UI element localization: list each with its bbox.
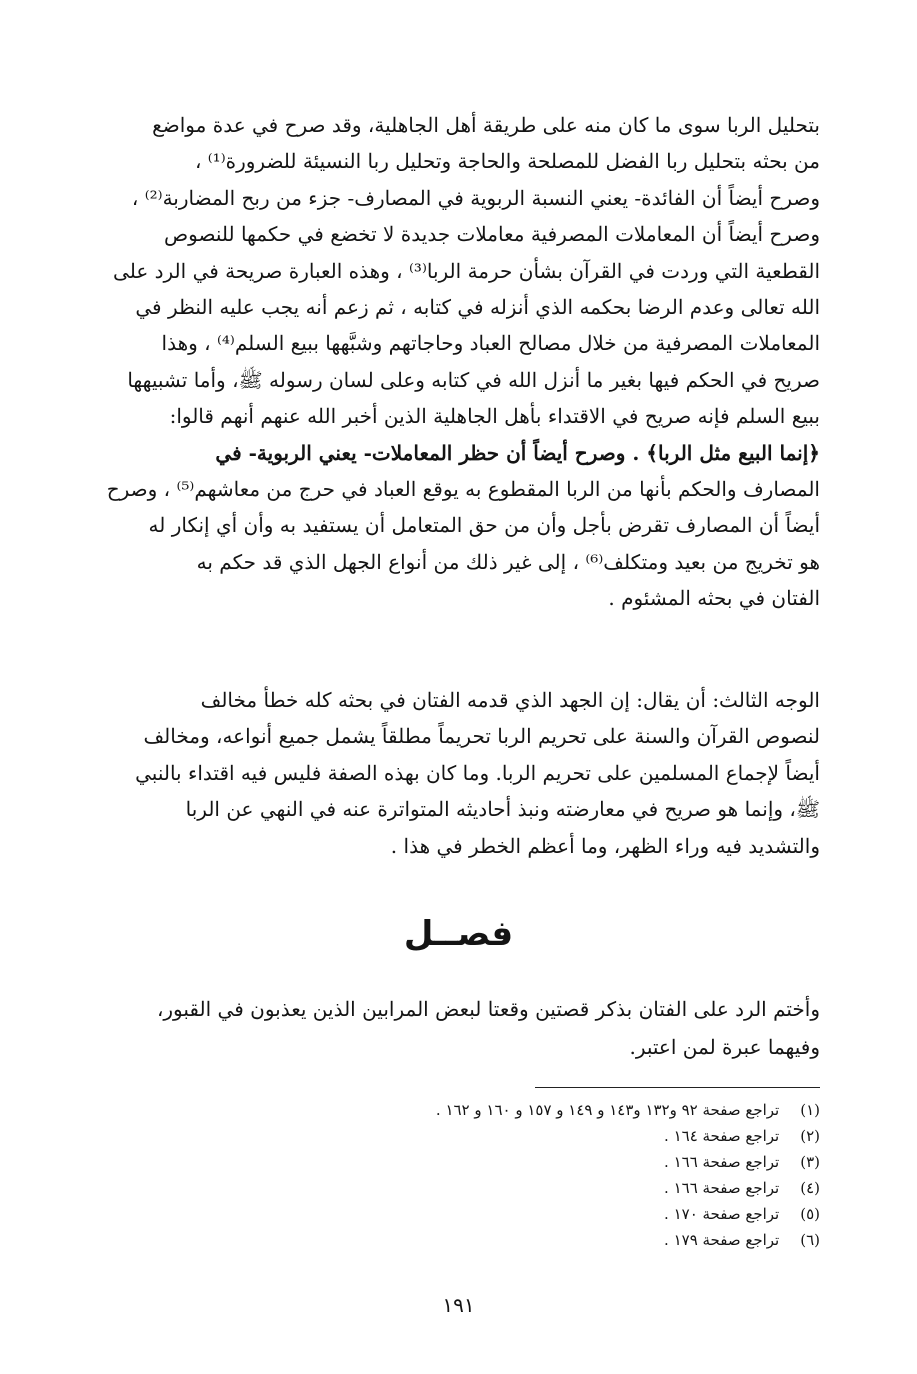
footnotes — [300, 1097, 820, 1253]
text-line: أيضاً أن المصارف تقرض بأجل وأن من حق المتعامل أن يستفيد به وأن أي إنكار له — [148, 513, 820, 538]
text-line: المعاملات المصرفية من خلال مصالح العباد وحاجاتهم وشبَّهها ببيع السلم⁽⁴⁾ ، وهذا — [161, 331, 820, 356]
text-line: صريح في الحكم فيها بغير ما أنزل الله في كتابه وعلى لسان رسوله ﷺ، وأما تشبيهها — [127, 367, 820, 392]
footnote-item — [300, 1097, 820, 1123]
closing-paragraph — [78, 990, 820, 1066]
text-line: وأختم الرد على الفتان بذكر قصتين وقعتا لبعض المرابين الذين يعذبون في القبور، — [156, 997, 820, 1021]
third-aspect-paragraph — [78, 682, 820, 864]
text-line: وفيهما عبرة لمن اعتبر. — [629, 1035, 820, 1059]
text-line: ﷺ، وإنما هو صريح في معارضته ونبذ أحاديثه المتواترة عنه في النهي عن الربا — [185, 797, 820, 822]
footnote-text: تراجع صفحة ١٦٦ . — [664, 1179, 780, 1197]
footnote-text: تراجع صفحة ١٦٤ . — [664, 1127, 780, 1145]
footnote-number: (٣) — [800, 1153, 820, 1171]
footnote-divider — [535, 1087, 820, 1088]
text-line: هو تخريج من بعيد ومتكلف⁽⁶⁾ ، إلى غير ذلك من أنواع الجهل الذي قد حكم به — [196, 549, 820, 574]
text-line: والتشديد فيه وراء الظهر، وما أعظم الخطر في هذا . — [390, 833, 820, 858]
text-line: وصرح أيضاً أن الفائدة- يعني النسبة الربوية في المصارف- جزء من ربح المضاربة⁽²⁾ ، — [131, 185, 820, 210]
footnote-item — [300, 1123, 820, 1149]
text-line: أيضاً لإجماع المسلمين على تحريم الربا. وما كان بهذه الصفة فليس فيه اقتداء بالنبي — [135, 760, 820, 785]
text-line: وصرح أيضاً أن المعاملات المصرفية معاملات جديدة لا تخضع في حكمها للنصوص — [164, 222, 820, 247]
footnote-number: (٦) — [800, 1231, 820, 1249]
text-line: لنصوص القرآن والسنة على تحريم الربا تحريماً مطلقاً يشمل جميع أنواعه، ومخالف — [143, 724, 820, 749]
text-line: الفتان في بحثه المشئوم . — [608, 586, 820, 611]
page-number: ١٩١ — [442, 1293, 475, 1317]
footnote-text: تراجع صفحة ١٧٩ . — [664, 1231, 780, 1249]
footnote-item — [300, 1201, 820, 1227]
footnote-text: تراجع صفحة ١٧٠ . — [664, 1205, 780, 1223]
text-line: القطعية التي وردت في القرآن بشأن حرمة الربا⁽³⁾ ، وهذه العبارة صريحة في الرد على — [113, 258, 820, 283]
footnote-number: (١) — [800, 1101, 820, 1119]
footnote-item — [300, 1175, 820, 1201]
main-paragraph — [78, 107, 820, 682]
text-line: الله تعالى وعدم الرضا بحكمه الذي أنزله في كتابه ، ثم زعم أنه يجب عليه النظر في — [135, 295, 820, 320]
footnote-item — [300, 1149, 820, 1175]
footnote-number: (٢) — [800, 1127, 820, 1145]
text-line: ﴿إنما البيع مثل الربا﴾ . وصرح أيضاً أن حظر المعاملات- يعني الربوية- في — [215, 440, 820, 465]
text-line: من بحثه بتحليل ربا الفضل للمصلحة والحاجة وتحليل ربا النسيئة للضرورة⁽¹⁾ ، — [194, 149, 820, 174]
footnote-text: تراجع صفحة ٩٢ و١٣٢ و١٤٣ و ١٤٩ و ١٥٧ و ١٦٠ و ١٦٢ . — [435, 1101, 780, 1119]
section-heading: فصــل — [403, 914, 514, 954]
text-line: الوجه الثالث: أن يقال: إن الجهد الذي قدمه الفتان في بحثه كله خطأ مخالف — [200, 688, 820, 712]
footnote-text: تراجع صفحة ١٦٦ . — [664, 1153, 780, 1171]
footnote-number: (٤) — [800, 1179, 820, 1197]
text-line: ببيع السلم فإنه صريح في الاقتداء بأهل الجاهلية الذين أخبر الله عنهم أنهم قالوا: — [169, 404, 820, 429]
text-line: بتحليل الربا سوى ما كان منه على طريقة أهل الجاهلية، وقد صرح في عدة مواضع — [152, 113, 820, 137]
text-line: المصارف والحكم بأنها من الربا المقطوع به يوقع العباد في حرج من معاشهم⁽⁵⁾ ، وصرح — [106, 477, 820, 502]
footnote-item — [300, 1227, 820, 1253]
footnote-number: (٥) — [800, 1205, 820, 1223]
